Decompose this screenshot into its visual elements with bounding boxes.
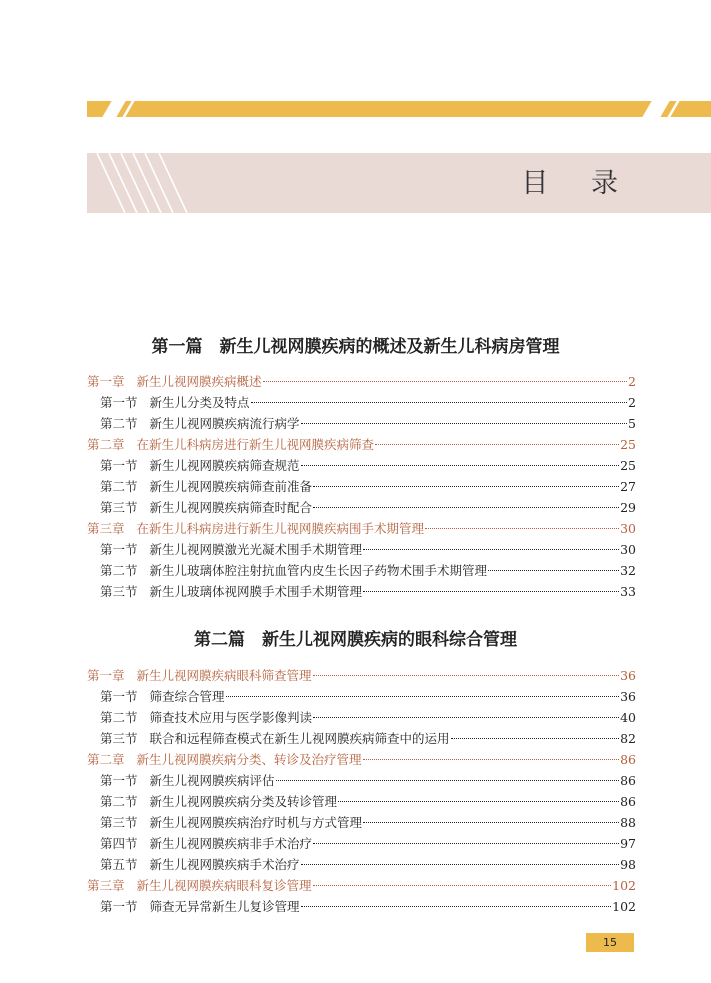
page-number: 25 bbox=[620, 437, 636, 452]
part-title: 第二篇 新生儿视网膜疾病的眼科综合管理 bbox=[194, 630, 517, 650]
dot-leader bbox=[313, 843, 619, 844]
dot-leader bbox=[488, 570, 619, 571]
dot-leader bbox=[276, 780, 620, 781]
page-number: 30 bbox=[620, 521, 636, 536]
dot-leader bbox=[363, 759, 620, 760]
dot-leader bbox=[425, 528, 619, 529]
page-number: 88 bbox=[620, 815, 636, 830]
section-label: 第二节 bbox=[100, 794, 138, 809]
dot-leader bbox=[338, 801, 619, 802]
section-label: 第二节 bbox=[100, 563, 138, 578]
page-number: 2 bbox=[628, 374, 636, 389]
section-label: 第二节 bbox=[100, 710, 138, 725]
toc-section-entry[interactable] bbox=[100, 897, 636, 917]
chapter-title: 新生儿视网膜疾病眼科复诊管理 bbox=[136, 878, 312, 893]
section-label: 第三节 bbox=[100, 584, 138, 599]
section-title: 筛查无异常新生儿复诊管理 bbox=[149, 899, 300, 914]
dot-leader bbox=[301, 423, 628, 424]
chapter-label: 第一章 bbox=[87, 668, 125, 683]
page-number: 86 bbox=[620, 773, 636, 788]
section-title: 新生儿视网膜疾病筛查前准备 bbox=[149, 479, 313, 494]
chapter-title: 在新生儿科病房进行新生儿视网膜疾病围手术期管理 bbox=[136, 521, 425, 536]
section-label: 第三节 bbox=[100, 815, 138, 830]
section-label: 第一节 bbox=[100, 395, 138, 410]
section-title: 新生儿分类及特点 bbox=[149, 395, 250, 410]
toc-section-entry[interactable] bbox=[100, 540, 636, 560]
chapter-label: 第二章 bbox=[87, 437, 125, 452]
dot-leader bbox=[363, 591, 619, 592]
toc-chapter-entry[interactable] bbox=[87, 519, 636, 539]
section-title: 新生儿视网膜疾病筛查规范 bbox=[149, 458, 300, 473]
part-title: 第一篇 新生儿视网膜疾病的概述及新生儿科病房管理 bbox=[151, 337, 560, 357]
dot-leader bbox=[313, 486, 619, 487]
section-label: 第一节 bbox=[100, 458, 138, 473]
page-number: 86 bbox=[620, 752, 636, 767]
toc-section-entry[interactable] bbox=[100, 792, 636, 812]
toc-section-entry[interactable] bbox=[100, 687, 636, 707]
section-title: 新生儿视网膜疾病非手术治疗 bbox=[149, 836, 313, 851]
page-number: 33 bbox=[620, 584, 636, 599]
section-label: 第四节 bbox=[100, 836, 138, 851]
toc-section-entry[interactable] bbox=[100, 729, 636, 749]
section-title: 新生儿视网膜疾病流行病学 bbox=[149, 416, 300, 431]
toc-chapter-entry[interactable] bbox=[87, 372, 636, 392]
toc-section-entry[interactable] bbox=[100, 855, 636, 875]
toc-section-entry[interactable] bbox=[100, 708, 636, 728]
page-number: 32 bbox=[620, 563, 636, 578]
dot-leader bbox=[375, 444, 619, 445]
section-label: 第三节 bbox=[100, 731, 138, 746]
section-title: 新生儿玻璃体腔注射抗血管内皮生长因子药物术围手术期管理 bbox=[149, 563, 488, 578]
chapter-title: 新生儿视网膜疾病眼科筛查管理 bbox=[136, 668, 312, 683]
toc-chapter-entry[interactable] bbox=[87, 435, 636, 455]
dot-leader bbox=[263, 381, 628, 382]
section-label: 第一节 bbox=[100, 899, 138, 914]
section-label: 第二节 bbox=[100, 479, 138, 494]
decorative-band bbox=[87, 101, 711, 117]
dot-leader bbox=[313, 717, 619, 718]
toc-section-entry[interactable] bbox=[100, 582, 636, 602]
toc-section-entry[interactable] bbox=[100, 561, 636, 581]
chapter-label: 第一章 bbox=[87, 374, 125, 389]
page-number: 86 bbox=[620, 794, 636, 809]
toc-section-entry[interactable] bbox=[100, 813, 636, 833]
page-number: 98 bbox=[620, 857, 636, 872]
page-number: 102 bbox=[612, 899, 636, 914]
section-label: 第二节 bbox=[100, 416, 138, 431]
chapter-label: 第三章 bbox=[87, 521, 125, 536]
toc-section-entry[interactable] bbox=[100, 834, 636, 854]
section-title: 筛查综合管理 bbox=[149, 689, 225, 704]
page-number: 2 bbox=[628, 395, 636, 410]
toc-section-entry[interactable] bbox=[100, 477, 636, 497]
dot-leader bbox=[313, 675, 620, 676]
page-number-badge: 15 bbox=[586, 933, 634, 952]
dot-leader bbox=[313, 507, 619, 508]
section-title: 联合和远程筛查模式在新生儿视网膜疾病筛查中的运用 bbox=[149, 731, 450, 746]
dot-leader bbox=[313, 885, 612, 886]
section-title: 新生儿视网膜疾病筛查时配合 bbox=[149, 500, 313, 515]
chapter-title: 新生儿视网膜疾病分类、转诊及治疗管理 bbox=[136, 752, 362, 767]
dot-leader bbox=[226, 696, 620, 697]
toc-section-entry[interactable] bbox=[100, 393, 636, 413]
section-label: 第一节 bbox=[100, 542, 138, 557]
dot-leader bbox=[363, 822, 619, 823]
page-number: 102 bbox=[612, 878, 636, 893]
page-number: 25 bbox=[620, 458, 636, 473]
chapter-label: 第三章 bbox=[87, 878, 125, 893]
page-number: 30 bbox=[620, 542, 636, 557]
dot-leader bbox=[251, 402, 628, 403]
chapter-title: 在新生儿科病房进行新生儿视网膜疾病筛查 bbox=[136, 437, 375, 452]
dot-leader bbox=[301, 465, 620, 466]
toc-section-entry[interactable] bbox=[100, 498, 636, 518]
dot-leader bbox=[301, 906, 612, 907]
dot-leader bbox=[451, 738, 620, 739]
page-number: 27 bbox=[620, 479, 636, 494]
chapter-label: 第二章 bbox=[87, 752, 125, 767]
toc-chapter-entry[interactable] bbox=[87, 750, 636, 770]
section-title: 筛查技术应用与医学影像判读 bbox=[149, 710, 313, 725]
page-number: 36 bbox=[620, 689, 636, 704]
toc-section-entry[interactable] bbox=[100, 414, 636, 434]
section-title: 新生儿视网膜疾病评估 bbox=[149, 773, 275, 788]
section-title: 新生儿视网膜疾病手术治疗 bbox=[149, 857, 300, 872]
page-number: 40 bbox=[620, 710, 636, 725]
page-number: 5 bbox=[628, 416, 636, 431]
section-title: 新生儿视网膜疾病分类及转诊管理 bbox=[149, 794, 338, 809]
section-title: 新生儿玻璃体视网膜手术围手术期管理 bbox=[149, 584, 363, 599]
chapter-title: 新生儿视网膜疾病概述 bbox=[136, 374, 262, 389]
toc-section-entry[interactable] bbox=[100, 456, 636, 476]
section-title: 新生儿视网膜疾病治疗时机与方式管理 bbox=[149, 815, 363, 830]
section-label: 第一节 bbox=[100, 689, 138, 704]
page-title: 目 录 bbox=[521, 168, 635, 199]
section-label: 第三节 bbox=[100, 500, 138, 515]
page-number: 29 bbox=[620, 500, 636, 515]
page-number: 97 bbox=[620, 836, 636, 851]
page-number: 82 bbox=[620, 731, 636, 746]
section-title: 新生儿视网膜激光光凝术围手术期管理 bbox=[149, 542, 363, 557]
dot-leader bbox=[363, 549, 619, 550]
page-number: 36 bbox=[620, 668, 636, 683]
toc-chapter-entry[interactable] bbox=[87, 666, 636, 686]
stripe-pattern bbox=[87, 153, 217, 213]
dot-leader bbox=[301, 864, 620, 865]
toc-chapter-entry[interactable] bbox=[87, 876, 636, 896]
section-label: 第一节 bbox=[100, 773, 138, 788]
section-label: 第五节 bbox=[100, 857, 138, 872]
toc-section-entry[interactable] bbox=[100, 771, 636, 791]
